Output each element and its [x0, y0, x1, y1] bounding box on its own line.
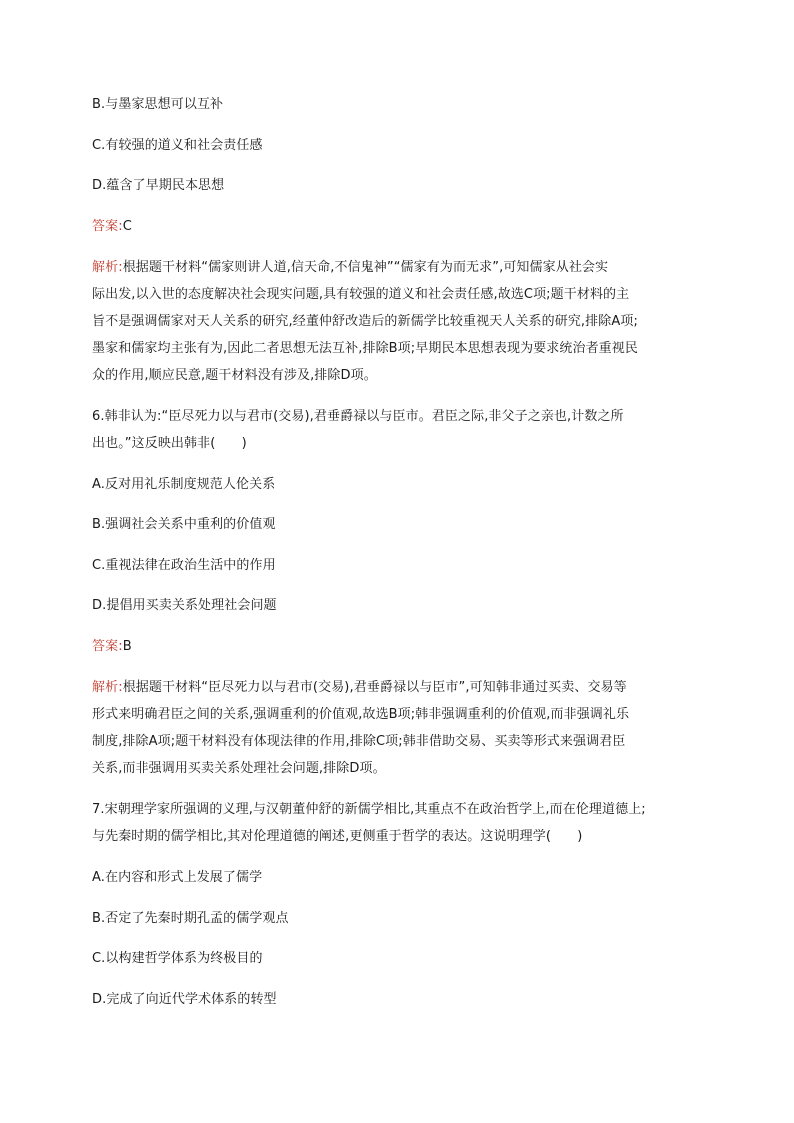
q6-stem-line: 6.韩非认为:“臣尽死力以与君市(交易),君垂爵禄以与臣市。君臣之际,非父子之亲也,计数之所 [92, 409, 624, 424]
q5-analysis-label: 解析: [92, 260, 123, 275]
q6-option-d: D.提倡用买卖关系处理社会问题 [92, 598, 277, 613]
q6-analysis-line [92, 679, 712, 697]
q6-answer-value: B [122, 639, 132, 654]
q5-analysis-line: 众的作用,顺应民意,题干材料没有涉及,排除D项。 [92, 368, 377, 383]
q6-answer-label: 答案: [92, 639, 123, 654]
q5-analysis-line: 墨家和儒家均主张有为,因此二者思想无法互补,排除B项;早期民本思想表现为要求统治者重视民 [92, 341, 638, 356]
q6-answer [92, 638, 712, 656]
q6-analysis-line: 制度,排除A项;题干材料没有体现法律的作用,排除C项;韩非借助交易、买卖等形式来强调君臣 [92, 734, 626, 749]
q7-stem-line: 7.宋朝理学家所强调的义理,与汉朝董仲舒的新儒学相比,其重点不在政治哲学上,而在伦理道德上; [92, 802, 646, 817]
q5-analysis-line [92, 259, 712, 277]
q6-analysis-label: 解析: [92, 680, 123, 695]
q5-analysis-line: 旨不是强调儒家对天人关系的研究,经董仲舒改造后的新儒学比较重视天人关系的研究,排除A项; [92, 314, 638, 329]
q5-analysis-text: 根据题干材料“儒家则讲人道,信天命,不信鬼神”“儒家有为而无求”,可知儒家从社会实 [122, 260, 609, 275]
q7-stem-line: 与先秦时期的儒学相比,其对伦理道德的阐述,更侧重于哲学的表达。这说明理学( ) [92, 829, 583, 844]
q5-option-b: B.与墨家思想可以互补 [92, 97, 224, 112]
q5-option-c: C.有较强的道义和社会责任感 [92, 138, 263, 153]
q7-option-d: D.完成了向近代学术体系的转型 [92, 992, 277, 1007]
q6-stem-line: 出也。”这反映出韩非( ) [92, 436, 247, 451]
q7-option-a: A.在内容和形式上发展了儒学 [92, 870, 263, 885]
q6-analysis-text: 根据题干材料“臣尽死力以与君市(交易),君垂爵禄以与臣市”,可知韩非通过买卖、交易等 [122, 680, 627, 695]
q5-answer [92, 218, 712, 236]
q6-analysis-line: 关系,而非强调用买卖关系处理社会问题,排除D项。 [92, 761, 386, 776]
q7-option-b: B.否定了先秦时期孔孟的儒学观点 [92, 911, 289, 926]
q5-answer-label: 答案: [92, 219, 123, 234]
q7-option-c: C.以构建哲学体系为终极目的 [92, 951, 263, 966]
q6-option-a: A.反对用礼乐制度规范人伦关系 [92, 477, 276, 492]
q6-analysis-line: 形式来明确君臣之间的关系,强调重利的价值观,故选B项;韩非强调重利的价值观,而非强调礼乐 [92, 707, 630, 722]
q5-option-d: D.蕴含了早期民本思想 [92, 178, 225, 193]
q6-option-c: C.重视法律在政治生活中的作用 [92, 558, 276, 573]
q5-answer-value: C [122, 219, 132, 234]
q5-analysis-line: 际出发,以入世的态度解决社会现实问题,具有较强的道义和社会责任感,故选C项;题干材料的主 [92, 287, 630, 302]
q6-option-b: B.强调社会关系中重利的价值观 [92, 517, 276, 532]
